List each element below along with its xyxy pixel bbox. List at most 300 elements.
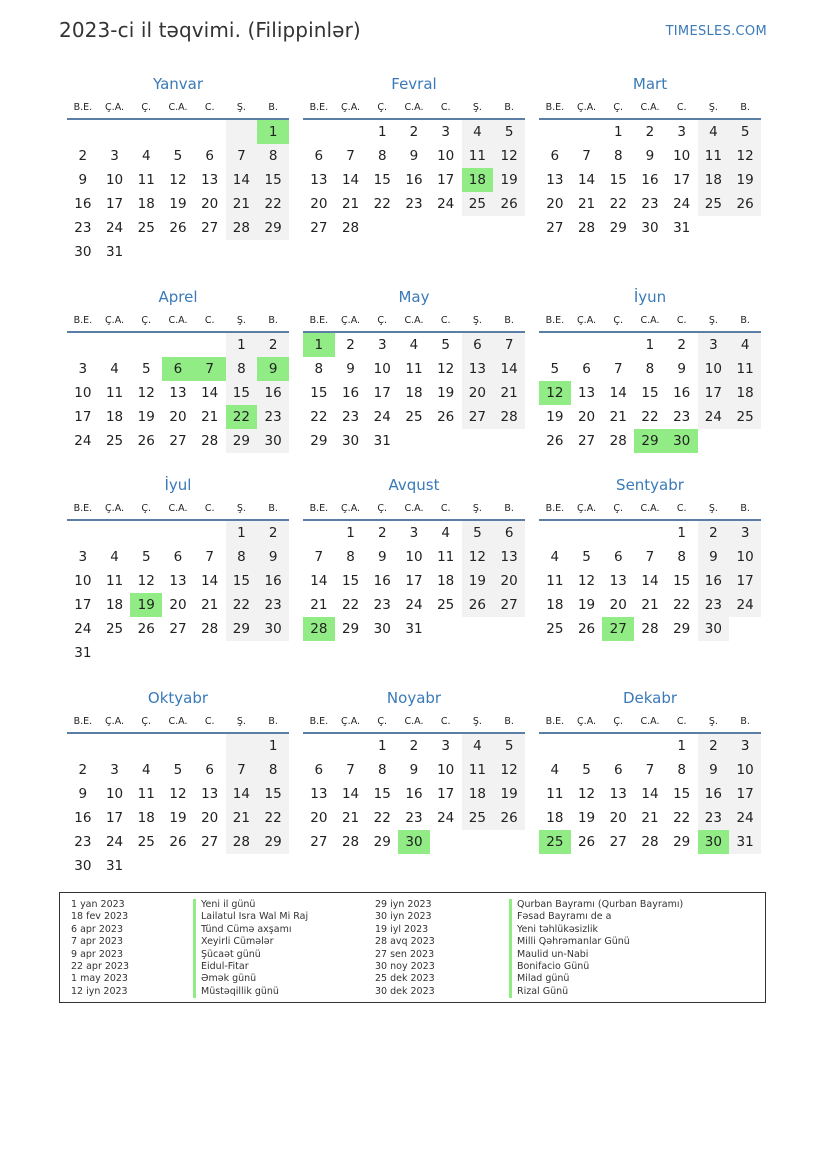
weekday-header: B. [493,96,525,119]
empty-cell [67,332,99,357]
month-11 [303,686,525,854]
day-cell: 13 [201,786,219,802]
day-cell: 15 [641,385,659,401]
day-cell: 9 [698,758,730,782]
week-row [539,381,761,405]
empty-cell [257,240,289,264]
month-table [539,96,761,240]
day-cell: 7 [226,144,258,168]
day-cell: 4 [441,525,450,541]
weekday-header: C. [666,497,698,520]
legend-date: 30 dek 2023 [375,985,435,997]
weekday-header: B.E. [67,497,99,520]
month-table [303,96,525,240]
day-cell: 24 [405,597,423,613]
week-row [67,405,289,429]
day-cell: 27 [310,220,328,236]
week-row [303,569,525,593]
day-cell: 2 [346,337,355,353]
holiday-day-cell: 30 [398,830,430,854]
day-cell: 21 [641,597,659,613]
holiday-day-cell: 19 [130,593,162,617]
day-cell: 15 [373,172,391,188]
day-cell: 24 [74,621,92,637]
empty-cell [162,854,194,878]
day-cell: 17 [74,409,92,425]
day-cell: 7 [613,361,623,377]
day-cell: 2 [698,520,730,545]
empty-cell [602,733,634,758]
day-cell: 30 [74,244,92,260]
day-cell: 26 [437,409,455,425]
week-row [303,520,525,545]
day-cell: 20 [310,810,328,826]
day-cell: 15 [673,573,691,589]
day-cell: 8 [226,545,258,569]
legend-holiday-name: Xeyirli Cümələr [193,936,308,948]
weekday-header: C. [430,710,462,733]
legend-date: 19 iyl 2023 [375,923,429,935]
day-cell: 6 [462,332,494,357]
day-cell: 10 [105,172,124,188]
day-cell: 26 [493,192,525,216]
day-cell: 25 [137,834,155,850]
empty-cell [162,119,194,144]
week-row [303,144,525,168]
day-cell: 10 [698,357,730,381]
day-cell: 12 [137,385,155,401]
day-cell: 6 [582,361,591,377]
day-cell: 12 [577,573,596,589]
day-cell: 26 [493,806,525,830]
day-cell: 29 [341,621,360,637]
weekday-header: Ç.A. [335,96,367,119]
weekday-header: C. [194,497,226,520]
weekday-header: B. [729,710,761,733]
legend-dates-col-1 [71,899,129,998]
day-cell: 31 [105,244,124,260]
weekday-header: C.A. [634,497,666,520]
weekday-header: C.A. [398,710,430,733]
empty-cell [130,119,162,144]
day-cell: 19 [437,385,455,401]
day-cell: 26 [137,433,155,449]
day-cell: 6 [613,762,623,778]
day-cell: 12 [577,786,596,802]
day-cell: 19 [462,569,494,593]
day-cell: 8 [346,549,355,565]
week-row [539,569,761,593]
day-cell: 21 [226,192,258,216]
weekday-header: Ç. [366,710,398,733]
day-cell: 12 [137,573,155,589]
day-cell: 3 [110,762,119,778]
empty-cell [67,520,99,545]
week-row [67,381,289,405]
day-cell: 11 [437,549,455,565]
day-cell: 13 [577,385,596,401]
month-name: Dekabr [622,689,678,707]
day-cell: 5 [141,361,151,377]
weekday-header: Ş. [698,96,730,119]
empty-cell [539,332,571,357]
day-cell: 8 [257,758,289,782]
legend-date: 22 apr 2023 [71,960,130,972]
day-cell: 22 [673,810,691,826]
day-cell: 11 [405,361,423,377]
empty-cell [130,854,162,878]
empty-cell [539,119,571,144]
day-cell: 4 [409,337,419,353]
day-cell: 26 [462,593,494,617]
day-cell: 27 [493,593,525,617]
weekday-header: Ç. [602,497,634,520]
week-row [67,830,289,854]
day-cell: 5 [582,762,591,778]
empty-cell [194,733,226,758]
day-cell: 21 [310,597,328,613]
day-cell: 8 [613,148,623,164]
day-cell: 27 [462,405,494,429]
month-7 [67,473,289,665]
day-cell: 16 [257,381,289,405]
day-cell: 23 [698,806,730,830]
day-cell: 2 [698,733,730,758]
day-cell: 3 [441,738,450,754]
weekday-header: Ç. [130,96,162,119]
day-cell: 6 [550,148,560,164]
legend-holiday-name: Eidul-Fitar [193,961,308,973]
day-cell: 21 [201,597,219,613]
day-cell: 17 [729,569,761,593]
day-cell: 11 [729,357,761,381]
holiday-day-cell: 30 [666,429,698,453]
empty-cell [99,520,131,545]
empty-cell [335,733,367,758]
empty-cell [226,733,258,758]
week-row [539,332,761,357]
day-cell: 1 [346,525,355,541]
legend-holiday-name: Yeni il günü [193,899,308,911]
day-cell: 9 [377,549,387,565]
empty-cell [162,641,194,665]
day-cell: 1 [677,738,686,754]
weekday-header: B. [493,309,525,332]
day-cell: 4 [141,148,151,164]
weekday-header: C.A. [634,96,666,119]
week-row [67,429,289,453]
week-row [303,545,525,569]
day-cell: 16 [405,172,423,188]
day-cell: 20 [310,196,328,212]
day-cell: 8 [226,357,258,381]
day-cell: 18 [546,810,564,826]
day-cell: 20 [609,597,627,613]
legend-date: 1 yan 2023 [71,899,125,910]
day-cell: 10 [74,573,92,589]
day-cell: 1 [613,124,623,140]
day-cell: 10 [729,545,761,569]
day-cell: 28 [641,834,659,850]
week-row [303,332,525,357]
day-cell: 25 [462,192,494,216]
day-cell: 18 [405,385,423,401]
week-row [303,168,525,192]
day-cell: 13 [462,357,494,381]
weekday-header: Ç.A. [99,96,131,119]
week-row [539,192,761,216]
day-cell: 9 [78,786,88,802]
legend-holiday-name: Tünd Cümə axşamı [193,924,308,936]
day-cell: 20 [493,569,525,593]
day-cell: 14 [341,786,360,802]
day-cell: 24 [698,405,730,429]
week-row [67,216,289,240]
weekday-header: Ç.A. [99,497,131,520]
day-cell: 28 [577,220,596,236]
day-cell: 4 [462,119,494,144]
day-cell: 14 [201,385,219,401]
day-cell: 4 [110,549,119,565]
week-row [539,429,761,453]
day-cell: 24 [105,834,124,850]
day-cell: 8 [257,144,289,168]
week-row [67,569,289,593]
legend-date: 30 iyn 2023 [375,911,432,923]
day-cell: 7 [314,549,324,565]
weekday-header: Ç.A. [571,96,603,119]
day-cell: 12 [169,172,187,188]
day-cell: 17 [673,172,691,188]
day-cell: 25 [405,409,423,425]
weekday-header: C.A. [398,497,430,520]
legend-holiday-name: Müstəqillik günü [193,986,308,998]
empty-cell [430,216,462,240]
day-cell: 30 [698,617,730,641]
day-cell: 7 [645,762,655,778]
legend-names-col-2 [509,899,683,998]
day-cell: 24 [673,196,691,212]
legend-holiday-name: Lailatul Isra Wal Mi Raj [193,911,308,923]
day-cell: 31 [729,830,761,854]
day-cell: 22 [673,597,691,613]
legend-date: 7 apr 2023 [71,936,124,948]
day-cell: 9 [645,148,655,164]
day-cell: 7 [493,332,525,357]
weekday-header: B.E. [67,96,99,119]
weekday-header: C.A. [398,309,430,332]
empty-cell [226,240,258,264]
day-cell: 2 [409,738,419,754]
legend-holiday-name: Qurban Bayramı (Qurban Bayramı) [509,899,683,911]
day-cell: 4 [729,332,761,357]
day-cell: 3 [78,549,88,565]
month-table [539,497,761,641]
day-cell: 14 [341,172,360,188]
empty-cell [729,617,761,641]
empty-cell [226,854,258,878]
weekday-header: Ş. [462,497,494,520]
legend-holiday-name: Maulid un-Nabi [509,949,683,961]
holiday-day-cell: 6 [162,357,194,381]
weekday-header: B.E. [303,309,335,332]
month-name: Mart [632,75,668,93]
day-cell: 14 [609,385,627,401]
day-cell: 3 [110,148,119,164]
day-cell: 25 [105,433,124,449]
weekday-header: B.E. [303,710,335,733]
legend-date: 28 avq 2023 [375,936,435,948]
day-cell: 23 [257,593,289,617]
day-cell: 28 [641,621,659,637]
weekday-header: B. [729,96,761,119]
day-cell: 22 [310,409,328,425]
week-row [67,545,289,569]
empty-cell [130,733,162,758]
empty-cell [130,520,162,545]
day-cell: 15 [673,786,691,802]
weekday-header: Ç. [366,309,398,332]
week-row [539,119,761,144]
empty-cell [194,854,226,878]
day-cell: 16 [641,172,659,188]
day-cell: 10 [729,758,761,782]
day-cell: 25 [546,621,564,637]
legend-dates-col-2 [375,899,435,998]
week-row [67,854,289,878]
day-cell: 12 [169,786,187,802]
day-cell: 21 [201,409,219,425]
legend-date: 30 noy 2023 [375,960,435,972]
day-cell: 18 [105,409,124,425]
empty-cell [430,429,462,453]
day-cell: 24 [729,593,761,617]
week-row [303,192,525,216]
day-cell: 18 [437,573,455,589]
weekday-header: B. [257,710,289,733]
day-cell: 23 [341,409,360,425]
day-cell: 28 [341,220,360,236]
weekday-header: Ç. [130,309,162,332]
day-cell: 10 [74,385,92,401]
empty-cell [602,332,634,357]
weekday-header: Ç.A. [99,309,131,332]
day-cell: 10 [437,148,455,164]
empty-cell [539,733,571,758]
legend-date: 29 iyn 2023 [375,899,432,910]
week-row [303,830,525,854]
weekday-header: Ç. [366,497,398,520]
day-cell: 27 [169,621,187,637]
holiday-day-cell: 18 [462,168,494,192]
day-cell: 28 [201,433,219,449]
day-cell: 16 [673,385,691,401]
day-cell: 13 [169,385,187,401]
day-cell: 4 [110,361,119,377]
day-cell: 30 [257,429,289,453]
empty-cell [99,119,131,144]
day-cell: 24 [437,196,455,212]
day-cell: 7 [346,762,355,778]
month-name: Fevral [391,75,437,93]
day-cell: 11 [137,786,155,802]
day-cell: 19 [169,196,187,212]
weekday-header: C. [194,710,226,733]
weekday-header: Ç.A. [335,710,367,733]
day-cell: 28 [493,405,525,429]
day-cell: 5 [462,520,494,545]
day-cell: 27 [201,834,219,850]
weekday-header: Ç. [602,710,634,733]
day-cell: 29 [673,621,691,637]
day-cell: 3 [729,733,761,758]
weekday-header: Ç.A. [335,309,367,332]
day-cell: 3 [409,525,419,541]
month-3 [539,72,761,240]
weekday-header: Ş. [226,497,258,520]
day-cell: 19 [137,409,155,425]
day-cell: 29 [257,216,289,240]
day-cell: 11 [462,144,494,168]
month-table [67,309,289,453]
empty-cell [571,119,603,144]
empty-cell [130,332,162,357]
day-cell: 16 [74,810,92,826]
day-cell: 3 [78,361,88,377]
empty-cell [194,332,226,357]
brand-logo[interactable]: TIMESLES.COM [665,24,767,39]
day-cell: 1 [377,738,387,754]
day-cell: 19 [577,597,596,613]
day-cell: 12 [437,361,455,377]
weekday-header: B.E. [67,309,99,332]
weekday-header: Ç.A. [571,497,603,520]
day-cell: 31 [74,645,92,661]
week-row [67,806,289,830]
legend-holiday-name: Fəsad Bayramı de a [509,911,683,923]
holiday-day-cell: 1 [303,332,335,357]
month-name: May [398,288,430,306]
day-cell: 15 [341,573,360,589]
week-row [539,545,761,569]
day-cell: 5 [173,762,183,778]
day-cell: 3 [377,337,387,353]
day-cell: 12 [493,144,525,168]
day-cell: 28 [226,830,258,854]
empty-cell [634,733,666,758]
weekday-header: C.A. [162,497,194,520]
day-cell: 29 [609,220,627,236]
day-cell: 13 [310,786,328,802]
day-cell: 19 [169,810,187,826]
day-cell: 1 [377,124,387,140]
legend-date: 27 sen 2023 [375,948,435,960]
day-cell: 6 [205,148,214,164]
weekday-header: Ç.A. [571,309,603,332]
week-row [67,733,289,758]
empty-cell [729,216,761,240]
empty-cell [99,332,131,357]
day-cell: 25 [437,597,455,613]
month-5 [303,285,525,453]
day-cell: 22 [226,593,258,617]
empty-cell [398,429,430,453]
day-cell: 19 [729,168,761,192]
day-cell: 29 [373,834,391,850]
weekday-header: C.A. [634,710,666,733]
empty-cell [194,641,226,665]
day-cell: 20 [577,409,596,425]
